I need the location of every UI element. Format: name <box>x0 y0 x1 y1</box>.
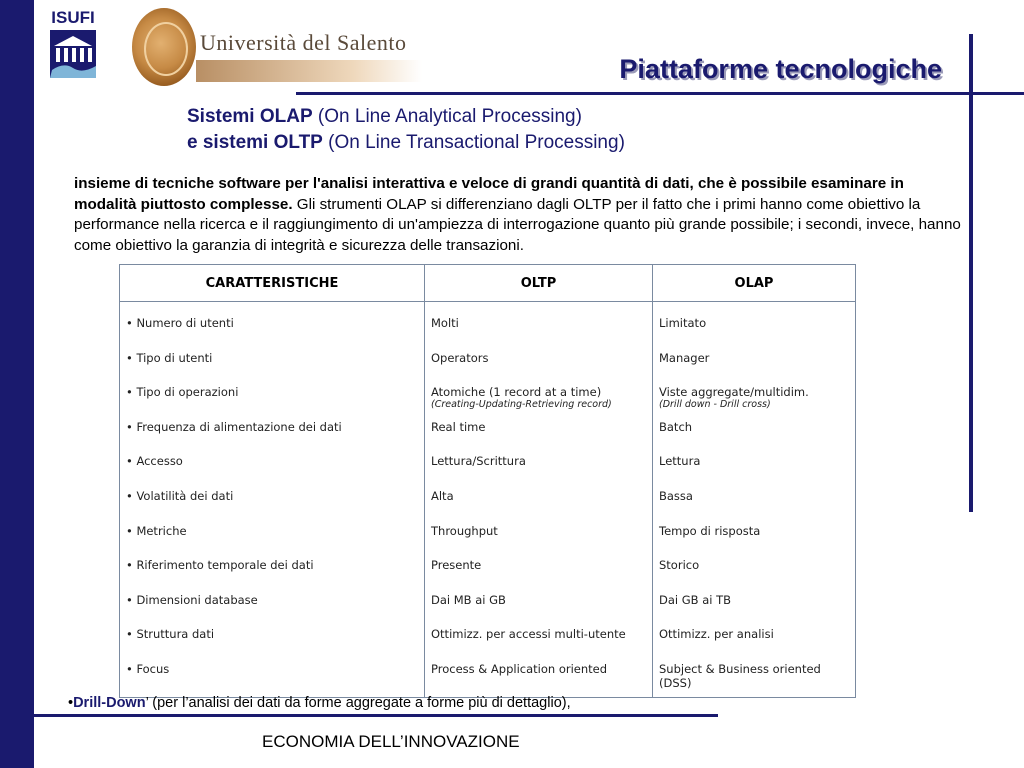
subtitle-olap: Sistemi OLAP <box>187 106 313 127</box>
table-cell-text: • Tipo di operazioni <box>126 385 239 400</box>
table-cell-text: Bassa <box>659 488 693 503</box>
table-cell <box>659 558 855 593</box>
header-caratteristiche: CARATTERISTICHE <box>120 265 425 302</box>
table-cell-text: Ottimizz. per analisi <box>659 627 774 642</box>
table-cell-text: • Frequenza di alimentazione dei dati <box>126 419 342 434</box>
left-accent-bar <box>0 0 34 768</box>
table-cell-text: Batch <box>659 419 693 434</box>
column-oltp <box>425 302 653 698</box>
subtitle-olap-desc: (On Line Analytical Processing) <box>312 106 582 127</box>
table-cell-text: Lettura/Scrittura <box>431 454 526 469</box>
header-rule <box>296 92 1024 95</box>
table-cell-text: • Dimensioni database <box>126 592 258 607</box>
table-cell-text: Dai GB ai TB <box>659 592 732 607</box>
table-cell <box>659 351 855 386</box>
table-cell-text: Atomiche (1 record at a time) <box>431 385 602 400</box>
table-cell <box>431 593 652 628</box>
table-cell <box>126 489 424 524</box>
table-cell <box>431 489 652 524</box>
table-cell-text: Process & Application oriented <box>431 661 608 676</box>
note-text: ’ (per l’analisi dei dati da forme aggregate a forme più di dettaglio), <box>145 695 571 711</box>
table-cell-text: • Struttura dati <box>126 627 215 642</box>
table-cell <box>659 316 855 351</box>
table-cell-subtext: (Drill down - Drill cross) <box>659 399 771 411</box>
table-cell-text: • Accesso <box>126 454 183 469</box>
table-cell-text: Presente <box>431 558 482 573</box>
table-cell <box>431 454 652 489</box>
table-cell <box>431 627 652 662</box>
table-cell-text: Viste aggregate/multidim. <box>659 385 809 400</box>
isufi-logo-text: ISUFI <box>51 8 95 27</box>
table-cell <box>126 662 424 697</box>
footer-rule <box>34 714 718 717</box>
table-cell <box>431 524 652 559</box>
university-banner-bar <box>196 60 422 82</box>
table-cell-text: Dai MB ai GB <box>431 592 506 607</box>
table-cell <box>659 524 855 559</box>
table-cell <box>431 385 652 420</box>
table-cell <box>659 662 855 697</box>
note-bullet: • <box>68 695 74 711</box>
subtitle-oltp-desc: (On Line Transactional Processing) <box>322 132 625 153</box>
table-cell-text: Limitato <box>659 316 707 330</box>
footer-label: ECONOMIA DELL’INNOVAZIONE <box>262 732 520 751</box>
table-cell-text: Operators <box>431 350 489 365</box>
table-cell <box>126 351 424 386</box>
intro-rest: Gli strumenti OLAP si differenziano dagli OLTP per il fatto che i primi hanno come obiettivo la performance nella ricerca e il raggiungimento di un'ampiezza di interrogazione quanto più grande possibile; i secondi, invece, hanno come obiettivo la garanzia di integrità e sicurezza delle transazioni. <box>74 195 961 254</box>
table-cell <box>659 420 855 455</box>
table-cell-text: Lettura <box>659 454 701 469</box>
table-cell <box>126 627 424 662</box>
table-cell <box>431 420 652 455</box>
isufi-logo <box>46 8 100 82</box>
subtitle-oltp: e sistemi OLTP <box>187 132 323 153</box>
table-cell <box>659 454 855 489</box>
isufi-building-icon <box>46 28 100 80</box>
header-oltp: OLTP <box>425 265 653 302</box>
table-cell <box>431 558 652 593</box>
table-cell <box>659 489 855 524</box>
table-cell-text: • Numero di utenti <box>126 316 234 330</box>
table-cell-text: Manager <box>659 350 710 365</box>
subtitle <box>187 104 625 156</box>
table-cell-text: • Metriche <box>126 523 187 538</box>
table-cell-text: Ottimizz. per accessi multi-utente <box>431 627 626 642</box>
intro-bold: insieme di tecniche software per l'analisi interattiva e veloce di grandi quantità di dati, che è possibile esaminare in modalità piuttosto complesse. <box>74 175 904 213</box>
table-cell-text: • Volatilità dei dati <box>126 488 234 503</box>
table-cell-subtext: (Creating-Updating-Retrieving record) <box>431 399 612 411</box>
table-cell-text: Subject & Business oriented (DSS) <box>659 661 821 690</box>
table-cell <box>659 627 855 662</box>
page-title: Piattaforme tecnologiche <box>619 54 942 84</box>
table-cell <box>126 454 424 489</box>
header-olap: OLAP <box>653 265 856 302</box>
university-name: Università del Salento <box>200 30 407 55</box>
table-cell-text: Real time <box>431 419 486 434</box>
table-cell <box>431 351 652 386</box>
table-cell-text: Alta <box>431 488 454 503</box>
right-vertical-rule <box>969 34 973 512</box>
table-cell-text: Tempo di risposta <box>659 523 761 538</box>
university-seal-icon <box>132 8 196 86</box>
table-cell <box>431 316 652 351</box>
table-cell <box>659 593 855 628</box>
note-term: Drill-Down <box>73 695 146 711</box>
table-cell-text: Throughput <box>431 523 498 538</box>
table-cell <box>126 558 424 593</box>
table-cell-text: • Tipo di utenti <box>126 350 213 365</box>
table-cell <box>126 385 424 420</box>
table-cell <box>126 593 424 628</box>
table-cell <box>126 316 424 351</box>
comparison-table <box>119 264 856 698</box>
intro-paragraph <box>74 174 964 256</box>
table-cell <box>126 420 424 455</box>
table-cell-text: Storico <box>659 558 700 573</box>
table-cell-text: • Riferimento temporale dei dati <box>126 558 314 573</box>
drill-down-note <box>68 695 571 711</box>
column-caratteristiche <box>120 302 425 698</box>
table-cell-text: Molti <box>431 316 459 330</box>
table-cell <box>659 385 855 420</box>
table-cell-text: • Focus <box>126 661 170 676</box>
table-cell <box>431 662 652 697</box>
table-cell <box>126 524 424 559</box>
column-olap <box>653 302 856 698</box>
